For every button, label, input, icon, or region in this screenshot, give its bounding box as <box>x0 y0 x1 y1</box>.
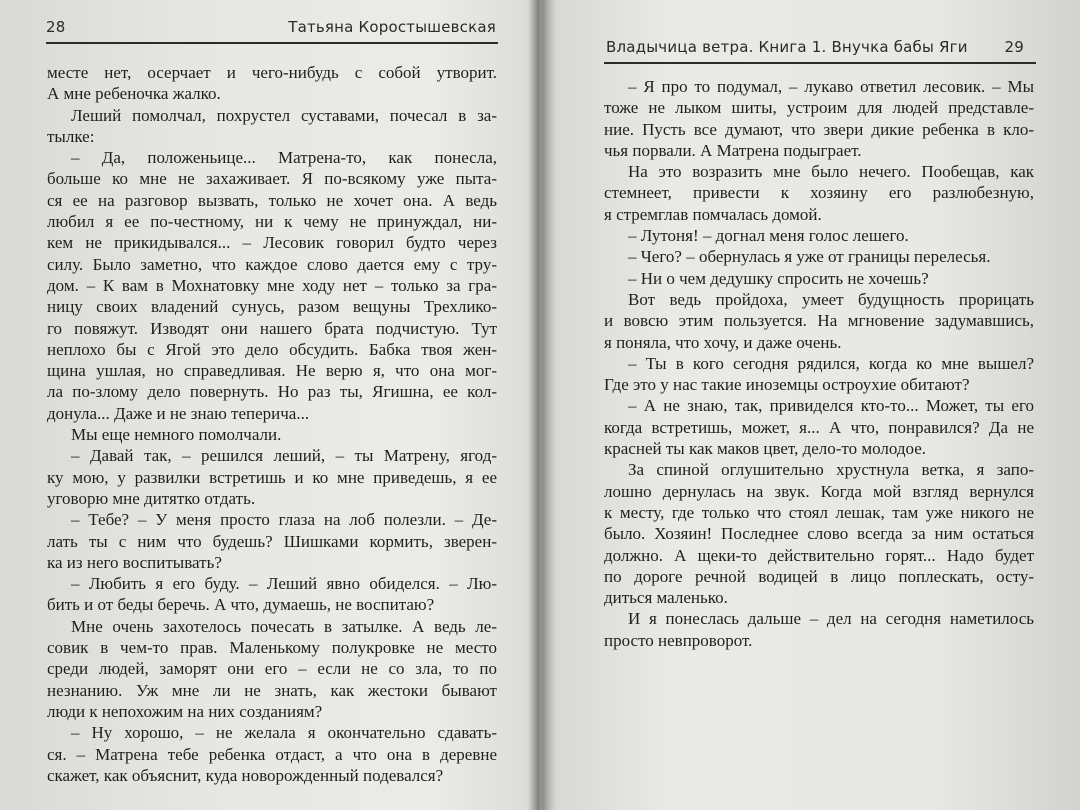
text-line: лошно дернулась на звук. Когда мой взгляд вернулся <box>604 481 1034 501</box>
left-running-title: Татьяна Коростышевская <box>288 18 496 36</box>
text-line: ние. Пусть все думают, что звери дикие ребенка в кло- <box>604 119 1034 139</box>
text-line: незнанию. Уж мне ли не знать, как жестоки бывают <box>47 680 497 700</box>
text-line: Леший помолчал, похрустел суставами, почесал в за- <box>71 105 497 125</box>
text-line: ся. – Матрена тебе ребенка отдаст, а что она в деревне <box>47 744 497 764</box>
text-line: На это возразить мне было нечего. Пообещав, как <box>628 162 1034 182</box>
text-line: – А не знаю, так, привиделся кто-то... Может, ты его <box>628 396 1034 416</box>
text-line: – Тебе? – У меня просто глаза на лоб полезли. – Де- <box>71 510 497 530</box>
text-line: я поняла, что хочу, и даже очень. <box>604 332 842 352</box>
left-header-rule <box>46 42 498 44</box>
text-line: – Ни о чем дедушку спросить не хочешь? <box>628 268 929 288</box>
text-line: скажет, как объяснит, куда новорожденный подевался? <box>47 765 444 785</box>
text-line: лать ты с ним что будешь? Шишками кормить, зверен- <box>47 531 497 551</box>
text-line: – Любить я его буду. – Леший явно обиделся. – Лю- <box>71 574 497 594</box>
text-line: – Давай так, – решился леший, – ты Матрену, ягод- <box>71 446 497 466</box>
text-line: – Да, положеньице... Матрена-то, как понесла, <box>71 148 497 168</box>
text-line: тоже не лыком шиты, устроим для людей представле- <box>604 98 1034 118</box>
left-running-head <box>46 18 498 44</box>
text-line: месте нет, осерчает и чего-нибудь с собой утворит. <box>47 63 497 82</box>
text-line: я стремглав помчалась домой. <box>604 204 822 224</box>
text-line: совик в чем-то прав. Маленькому полукровке не место <box>47 638 497 658</box>
text-line: чья порвали. А Матрена подыграет. <box>604 140 862 160</box>
text-line: по дороге речной водицей в лицо поплескать, осту- <box>604 566 1034 586</box>
text-line: – Лутоня! – догнал меня голос лешего. <box>628 226 909 246</box>
text-line: силу. Было заметно, что каждое слово дается ему с тру- <box>47 254 497 274</box>
right-page <box>540 0 1080 810</box>
right-page-text <box>604 76 1034 651</box>
text-line: диться маленько. <box>604 588 728 608</box>
text-line: – Я про то подумал, – лукаво ответил лесовик. – Мы <box>628 77 1034 96</box>
text-line: дом. – К вам в Мохнатовку мне ходу нет – только за гра- <box>47 275 497 295</box>
text-line: ла по-злому дело повернуть. Но раз ты, Ягишна, ее кол- <box>47 382 497 402</box>
text-line: Вот ведь пройдоха, умеет будущность прорицать <box>628 289 1034 309</box>
text-line: ку мою, у развилки встретишь и ко мне приведешь, я ее <box>47 467 497 487</box>
text-line: го повяжут. Изводят они нашего брата подчистую. Тут <box>47 318 497 338</box>
text-line: стемнеет, привести к хозяину его разлюбезную, <box>604 183 1034 203</box>
text-line: кем не прикидывался... – Лесовик говорил будто через <box>47 233 497 253</box>
text-line: бить и от беды беречь. А что, думаешь, не воспитаю? <box>47 595 435 615</box>
text-line: и вовсю этим пользуется. На мгновение задумавшись, <box>604 311 1034 331</box>
text-line: донула... Даже и не знаю теперича... <box>47 403 310 423</box>
text-line: среди людей, заморят они его – если не со зла, то по <box>47 659 497 679</box>
left-page-number: 28 <box>46 18 66 36</box>
text-line: люди к непохожим на них созданиям? <box>47 701 323 721</box>
left-page-text <box>47 62 497 786</box>
text-line: неплохо бы с Ягой это дело обсудить. Бабка твоя жен- <box>47 339 497 359</box>
text-line: к месту, где только что стоял лешак, там уже никого не <box>604 502 1034 522</box>
text-line: щина ушлая, но справедливая. Не верю я, что она мог- <box>47 361 497 381</box>
text-line: За спиной оглушительно хрустнула ветка, я запо- <box>628 460 1034 480</box>
text-line: ницу своих владений сунусь, разом вещуны Трехлико- <box>47 297 497 317</box>
text-line: тылке: <box>47 126 95 146</box>
text-line: – Чего? – обернулась я уже от границы перелесья. <box>628 247 991 267</box>
text-line: больше ко мне не захаживает. Я по-всякому уже пыта- <box>47 169 497 189</box>
text-line: должно. А щеки-то действительно горят... Надо будет <box>604 545 1034 565</box>
right-running-head <box>604 38 1036 64</box>
text-line: – Ну хорошо, – не желала я окончательно сдавать- <box>71 723 497 743</box>
text-line: А мне ребеночка жалко. <box>47 84 221 104</box>
text-line: Где это у нас такие иноземцы остроухие обитают? <box>604 375 970 395</box>
text-line: ка из него воспитывать? <box>47 552 222 572</box>
text-line: Мне очень захотелось почесать в затылке. А ведь ле- <box>71 616 497 636</box>
text-line: просто невпроворот. <box>604 630 753 650</box>
right-running-title: Владычица ветра. Книга 1. Внучка бабы Яги <box>606 38 968 56</box>
text-line: И я понеслась дальше – дел на сегодня наметилось <box>628 609 1034 629</box>
right-header-rule <box>604 62 1036 64</box>
text-line: было. Хозяин! Последнее слово всегда за ним остаться <box>604 524 1034 544</box>
text-line: Мы еще немного помолчали. <box>71 425 282 445</box>
right-page-number: 29 <box>1004 38 1024 56</box>
text-line: уговорю мне дитятко отдать. <box>47 488 256 508</box>
text-line: красней ты как маков цвет, дело-то молодое. <box>604 439 927 459</box>
text-line: когда встретишь, может, я... А что, понравился? Да не <box>604 417 1034 437</box>
text-line: – Ты в кого сегодня рядился, когда ко мне вышел? <box>628 353 1034 373</box>
text-line: ся ее на разговор вызвать, только не хочет она. А ведь <box>47 190 497 210</box>
text-line: любил я ее по-честному, ни к чему не принуждал, ни- <box>47 212 497 232</box>
